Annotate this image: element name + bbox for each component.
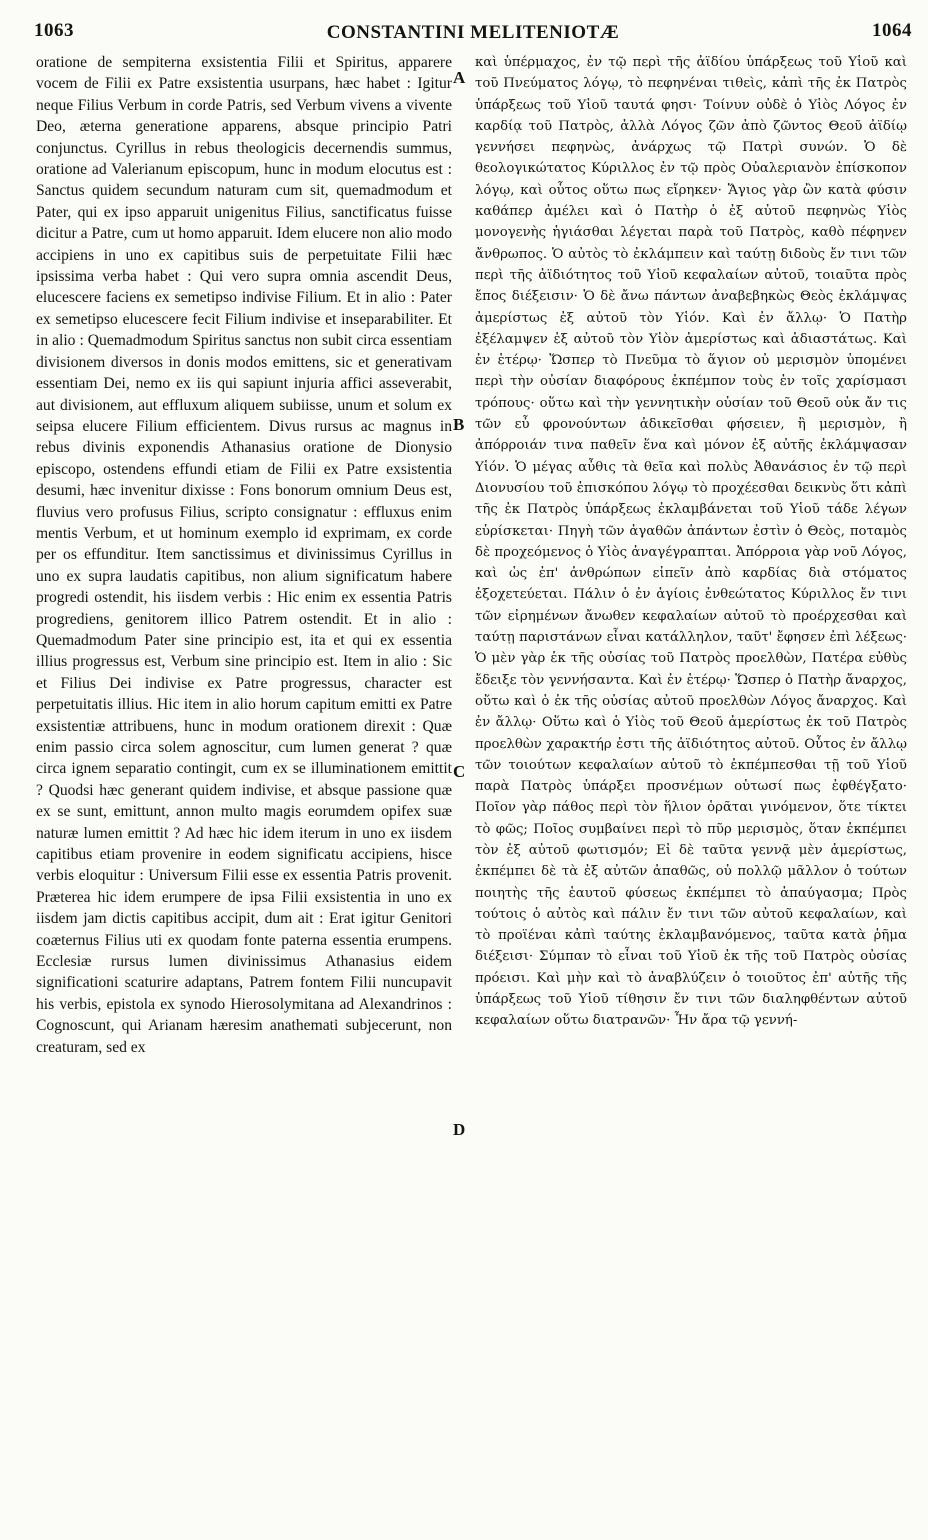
margin-letter-d: D	[453, 1120, 466, 1139]
greek-text: καὶ ὑπέρμαχος, ἐν τῷ περὶ τῆς ἀϊδίου ὑπάρξεως τοῦ Υἱοῦ καὶ τοῦ Πνεύματος λόγῳ, τὸ πεφηνέναι τιθεὶς, κἀπὶ τῆς ἐκ Πατρὸς ὑπάρξεως τοῦ Υἱοῦ ταυτά φησι· Τοίνυν οὐδὲ ὁ Υἱὸς Λόγος ἐν καρδίᾳ τοῦ Πατρὸς, ἀλλὰ Λόγος ζῶν ἀπὸ ζῶντος Θεοῦ ἀϊδίῳ γεννήσει πεφηνὼς, ἀνάρχως τῷ Πατρὶ συνών. Ὁ δὲ θεολογικώτατος Κύριλλος ἐν τῷ πρὸς Οὐαλεριανὸν ἐπίσκοπον λόγῳ, καὶ οὗτος οὕτω πως εἴρηκεν· Ἅγιος γὰρ ὢν κατὰ φύσιν καθάπερ ἀμέλει καὶ ὁ Πατὴρ ὁ ἐξ αὐτοῦ πεφηνὼς Υἱὸς μονογενὴς ἡγιάσθαι λέγεται παρὰ τοῦ Πατρὸς, καθὸ πέφηνεν ἄνθρωπος. Ὁ αὐτὸς τὸ ἐκλάμπειν καὶ ταύτῃ διδοὺς ἔν τινι τῶν περὶ τῆς ἀϊδιότητος τοῦ Υἱοῦ κεφαλαίων αὐτοῦ, τοιαῦτα πρὸς ἔπος διέξεισιν· Ὁ δὲ ἄνω πάντων ἀναβεβηκὼς Θεὸς ἐκλάμψας ἀμερίστως ἐξ αὐτοῦ τὸν Υἱόν. Καὶ ἐν ἄλλῳ· Ὁ Πατὴρ ἐξέλαμψεν ἐξ αὐτοῦ τὸν Υἱὸν ἀμερίστως καὶ ἀδιαστάτως. Καὶ ἐν ἑτέρῳ· Ὥσπερ τὸ Πνεῦμα τὸ ἅγιον οὐ μερισμὸν ὑπομένει περὶ τὴν οὐσίαν διαφόρους ἐκπέμπον τοὺς ἐν τοῖς χαρίσμασι τρόπους· οὕτω καὶ τὴν γεννητικὴν οὐσίαν τοῦ Θεοῦ οὐκ ἄν τις τῶν εὖ φρονούντων ἀδικεῖσθαι φήσειεν, ἢ μερισμὸν, ἢ ἀπόρροιάν τινα παθεῖν ἕνα καὶ μόνον ἐξ αὐτῆς ἐκλάμψασαν Υἱόν. Ὁ μέγας αὖθις τὰ θεῖα καὶ πολὺς Ἀθανάσιος ἐν τῷ περὶ Διονυσίου τοῦ ἐπισκόπου λόγῳ τὸ προχέεσθαι δεικνὺς ὅτι κἀπὶ τῆς ἐκ Πατρὸς ὑπάρξεως ἐκλαμβάνεται τοῦ Υἱοῦ τάδε λέγων εὑρίσκεται· Πηγὴ τῶν ἀγαθῶν ἁπάντων ἐστὶν ὁ Θεὸς, ποταμὸς δὲ προχεόμενος ὁ Υἱὸς ἀναγέγραπται. Ἀπόρροια γὰρ νοῦ Λόγος, καὶ ὡς ἐπ' ἀνθρώπων εἰπεῖν ἀπὸ καρδίας διὰ στόματος ἐξοχετεύεται. Πάλιν ὁ ἐν ἁγίοις ἐνθεώτατος Κύριλλος ἔν τινι τῶν εἰρημένων ἄνωθεν κεφαλαίων αὐτοῦ τὸ προέρχεσθαι καὶ ταύτῃ παριστάνων εἶναι κατάλληλον, ταῦτ' ἔφησεν ἐπὶ λέξεως· Ὁ μὲν γὰρ ἐκ τῆς οὐσίας τοῦ Πατρὸς προελθὼν, Πατέρα εὐθὺς ἔδειξε τὸν γεννήσαντα. Καὶ ἐν ἑτέρῳ· Ὥσπερ ὁ Πατὴρ ἄναρχος, οὕτω καὶ ὁ ἐκ τῆς οὐσίας αὐτοῦ προελθὼν Λόγος ἄναρχος. Καὶ ἐν ἄλλῳ· Οὕτω καὶ ὁ Υἱὸς τοῦ Θεοῦ ἀμερίστως ἐκ τοῦ Πατρὸς προελθὼν χαρακτήρ ἐστι τῆς ἀϊδιότητος αὐτοῦ. Οὗτος ἐν ἄλλῳ τῶν τοιούτων κεφαλαίων αὐτοῦ τὸ ἐκπέμπεσθαι τῇ τοῦ Υἱοῦ παρὰ Πατρὸς ὑπάρξει προσνέμων οὑτωσί πως ἐφθέγξατο· Ποῖον γὰρ πάθος περὶ τὸν ἥλιον ὁρᾶται γινόμενον, ὅτε τίκτει τὸ φῶς; Ποῖος συμβαίνει περὶ τὸ πῦρ μερισμὸς, ὅταν ἐκπέμπει τὸν ἐξ αὐτοῦ φωτισμόν; Εἰ δὲ ταῦτα γεννᾷ μὲν ἀμερίστως, ἐκπέμπει δὲ τὰ ἐξ αὐτῶν ἀπαθῶς, οὐ πολλῷ μᾶλλον ὁ τούτων ποιητὴς τῆς ἑαυτοῦ φύσεως ἐκπέμπει τὸ ἀπαύγασμα; Πρὸς τούτοις ὁ αὐτὸς καὶ πάλιν ἔν τινι τῶν αὐτοῦ κεφαλαίων, καὶ τὸ προϊέναι κἀπὶ ταύτης ἐκλαμβανόμενος, ταῦτα κατὰ ῥῆμα διέξεισι· Σύμπαν τὸ εἶναι τοῦ Υἱοῦ ἐκ τῆς τοῦ Πατρὸς οὐσίας πρόεισι. Καὶ μὴν καὶ τὸ ἀναβλύζειν ὁ τοιοῦτος ἐπ' αὐτῆς τῆς ὑπάρξεως τοῦ Υἱοῦ τίθησιν ἔν τινι τῶν διαληφθέντων αὐτοῦ κεφαλαίων οὕτω διατρανῶν· Ἦν ἄρα τῷ γεννή-	[475, 55, 907, 1029]
latin-text: oratione de sempiterna exsistentia Filii et Spiritus, apparere vocem de Filii ex Patre exsistentia usurpans, hæc habet : Igitur neque Filius Verbum in corde Patris, sed Verbum vivens a vivente Deo, æterna generatione apparens, absque principio Patri conjunctus. Cyrillus in rebus theologicis decernendis summus, oratione ad Valerianum episcopum, hunc in modum elocutus est : Sanctus quidem secundum naturam cum sit, quemadmodum et Pater, qui ex ipso apparuit unigenitus Filius, sanctificatus fuisse dicitur a Patre, cum ut homo apparuit. Idem elucere non alio modo accipiens in uno ex capitibus suis de perpetuitate Filii hæc ipsissima verba habet : Qui vero supra omnia ascendit Deus, elucescere faciens ex semetipso indivise Filium. Et in alio : Pater ex semetipso elucescere fecit Filium indivise et inseparabiliter. Et in alio : Quemadmodum Spiritus sanctus non subit circa essentiam divisionem diversos in donis modos emittens, sic et generativam essentiam Dei, nemo ex iis qui sapiunt injuria affici asseverabit, aut divisionem, aut effluxum aliquem subiisse, unum et solum ex seipsa elucere Filium efficientem. Divus rursus ac magnus in rebus divinis exponendis Athanasius oratione de Dionysio episcopo, ostendens effundi etiam de Filii ex Patre exsistentia desumi, hæc invenitur dixisse : Fons bonorum omnium Deus est, fluvius vero profusus Filius, scripto consignatur : effluxus enim mentis Verbum, et ut hominum exemplo id exprimam, ex corde per os effunditur. Item sanctissimus et divinissimus Cyrillus in uno ex supra laudatis capitibus, non alium significatum habere progredi ostendit, his iisdem verbis : Hic enim ex essentia Patris progrediens, genitorem illico Patrem ostendit. Et in alio : Quemadmodum Pater sine principio est, ita et qui ex essentia illius progressus est, Verbum sine principio est. Item in alio : Sic et Filius Dei indivise ex Patre progressus, character est perpetuitatis illius. Hic item in alio horum capitum emitti ex Patre exsistentiæ attribuens, hunc in modum orationem direxit : Quæ enim passio circa solem agnoscitur, cum lumen generat ? quæ circa ignem separatio contingit, cum ex se illuminationem emittit ? Quodsi hæc generant quidem indivise, et absque passione quæ ex se sunt, emittunt, annon multo magis eorumdem opifex suæ naturæ lumen emittit ? Ad hæc hic idem iterum in uno ex iisdem capitibus etiam provenire in eodem significatu accipiens, hisce verbis eloquitur : Universum Filii esse ex essentia Patris provenit. Præterea hic idem erumpere de ipsa Filii exsistentia in uno ex iisdem jam dictis capitibus accipit, dum ait : Erat igitur Genitori coæternus Filius uti ex quodam fonte paterna essentia erumpens. Ecclesiæ rursus lumen divinissimus Athanasius eidem significationi scaturire adaptans, Patrem fontem Filii nuncupavit his verbis, epistola ex synodo Hierosolymitana ad Alexandrinos : Cognoscunt, qui Arianam hæresim anathemati subjecerunt, non creaturam, sed ex	[36, 54, 452, 1056]
page-number-right: 1064	[872, 20, 912, 41]
greek-column	[475, 52, 907, 1532]
page-number-left: 1063	[34, 20, 74, 41]
running-title: CONSTANTINI MELITENIOTÆ	[326, 22, 620, 43]
margin-letter-b: B	[453, 415, 465, 434]
margin-letter-c: C	[453, 762, 466, 781]
latin-column	[36, 52, 452, 1532]
margin-letter-a: A	[453, 68, 466, 87]
running-header	[34, 10, 912, 44]
